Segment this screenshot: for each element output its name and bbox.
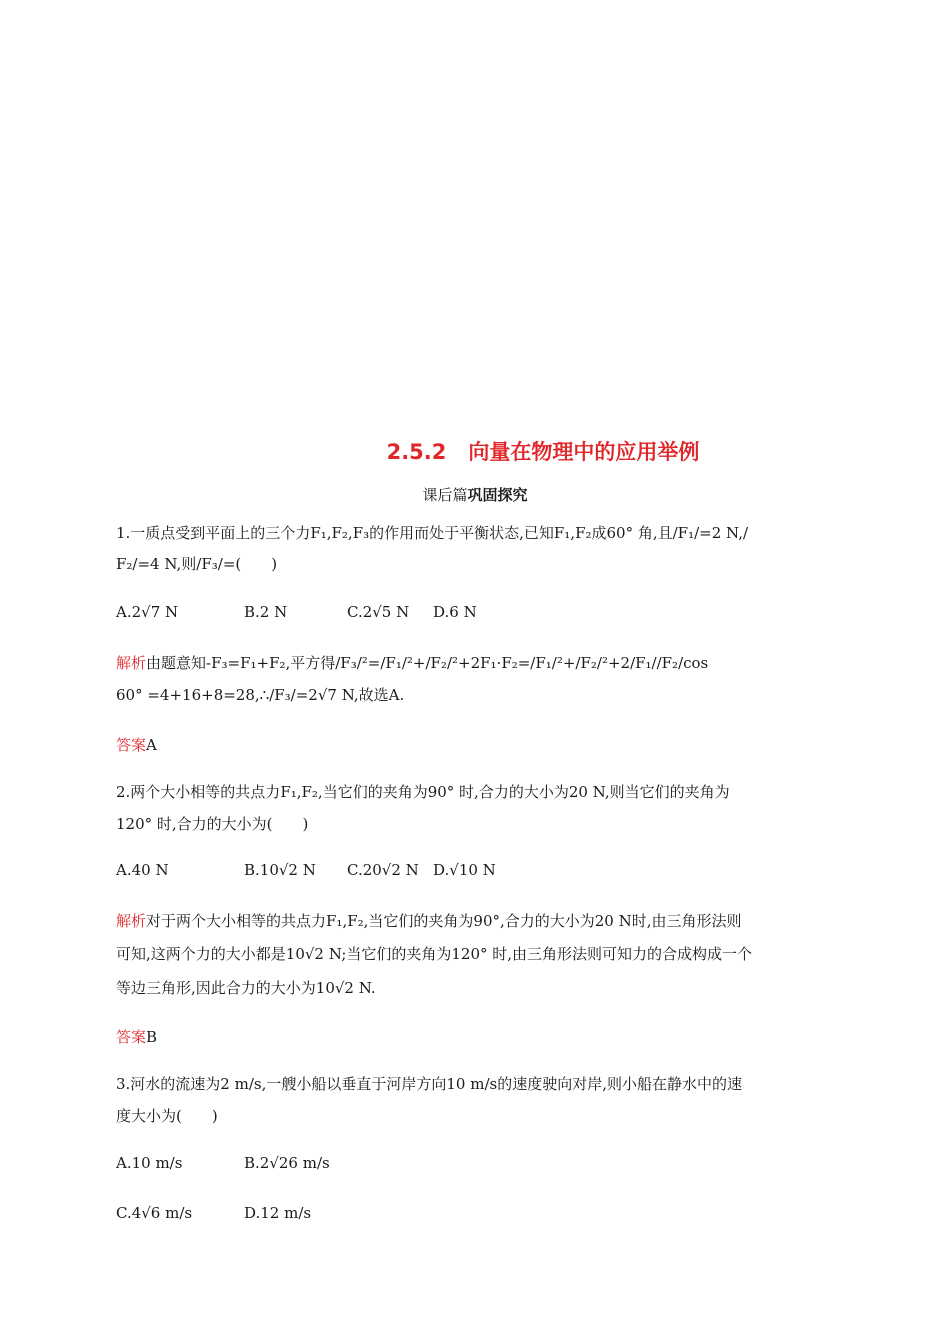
q2-option-a: A.40 N <box>116 861 169 879</box>
section-subtitle <box>0 484 950 505</box>
q3-option-d: D.12 m/s <box>244 1204 312 1222</box>
q3-stem-line2: 度大小为( ) <box>116 1107 218 1125</box>
q1-analysis-line1 <box>116 652 840 673</box>
q2-analysis-line1 <box>116 910 840 931</box>
q2-stem-line1: 2.两个大小相等的共点力F₁,F₂,当它们的夹角为90° 时,合力的大小为20 N,则当它们的夹角为 <box>116 783 730 801</box>
q2-answer-value: B <box>146 1028 158 1046</box>
q2-answer-label: 答案 <box>116 1028 147 1046</box>
subtitle-prefix: 课后篇 <box>422 486 468 504</box>
q3-option-a: A.10 m/s <box>116 1154 183 1172</box>
q2-option-b: B.10√2 N <box>244 861 316 879</box>
q2-analysis-line2: 可知,这两个力的大小都是10√2 N;当它们的夹角为120° 时,由三角形法则可知力的合成构成一个 <box>116 945 753 963</box>
q1-stem-line1: 1.一质点受到平面上的三个力F₁,F₂,F₃的作用而处于平衡状态,已知F₁,F₂成60° 角,且/F₁/=2 N,/ <box>116 524 749 542</box>
q1-answer-value: A <box>146 736 157 754</box>
q1-analysis-text1: 由题意知-F₃=F₁+F₂,平方得/F₃/²=/F₁/²+/F₂/²+2F₁·F₂=/F₁/²+/F₂/²+2/F₁//F₂/cos <box>146 654 709 672</box>
q2-stem-line2: 120° 时,合力的大小为( ) <box>116 815 309 833</box>
q1-analysis-line2: 60° =4+16+8=28,∴/F₃/=2√7 N,故选A. <box>116 686 405 704</box>
q1-stem-line2: F₂/=4 N,则/F₃/=( ) <box>116 555 278 573</box>
q3-option-b: B.2√26 m/s <box>244 1154 330 1172</box>
section-number: 2.5.2 <box>386 440 447 464</box>
q2-option-c: C.20√2 N <box>347 861 419 879</box>
q1-option-a: A.2√7 N <box>116 603 179 621</box>
subtitle-bold: 巩固探究 <box>467 486 528 504</box>
q1-option-d: D.6 N <box>433 603 477 621</box>
q2-analysis-line3: 等边三角形,因此合力的大小为10√2 N. <box>116 979 376 997</box>
q1-option-c: C.2√5 N <box>347 603 410 621</box>
section-title-text: 向量在物理中的应用举例 <box>468 440 700 464</box>
q1-option-b: B.2 N <box>244 603 288 621</box>
q3-stem-line1: 3.河水的流速为2 m/s,一艘小船以垂直于河岸方向10 m/s的速度驶向对岸,则小船在静水中的速 <box>116 1075 742 1093</box>
q2-option-d: D.√10 N <box>433 861 496 879</box>
section-title <box>0 436 950 466</box>
q1-analysis-label: 解析 <box>116 654 147 672</box>
q1-answer <box>116 734 840 755</box>
q1-answer-label: 答案 <box>116 736 147 754</box>
q2-analysis-label: 解析 <box>116 912 147 930</box>
q3-option-c: C.4√6 m/s <box>116 1204 193 1222</box>
q2-analysis-text1: 对于两个大小相等的共点力F₁,F₂,当它们的夹角为90°,合力的大小为20 N时,由三角形法则 <box>146 912 742 930</box>
q2-answer <box>116 1026 840 1047</box>
